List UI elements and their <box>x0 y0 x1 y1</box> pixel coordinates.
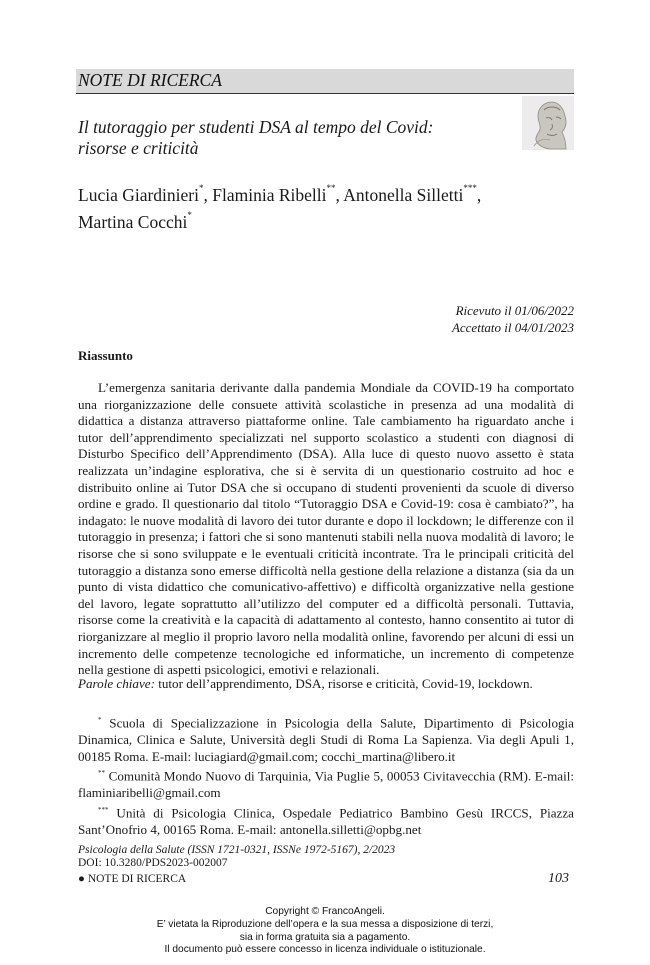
footnote-text: Unità di Psicologia Clinica, Ospedale Pediatrico Bambino Gesù IRCCS, Piazza Sant’Onofrio 4, 00165 Roma. E-mail: antonella.silletti@opbg.net <box>78 805 574 837</box>
submission-dates <box>452 302 574 336</box>
received-date: Ricevuto il 01/06/2022 <box>455 303 574 318</box>
author-name: Lucia Giardinieri <box>78 184 199 205</box>
footnote <box>78 765 574 802</box>
footer-section-label: ● NOTE DI RICERCA <box>78 873 187 885</box>
author-mark: ** <box>326 183 336 193</box>
section-title: NOTE DI RICERCA <box>78 70 222 90</box>
abstract-heading: Riassunto <box>78 348 133 363</box>
copyright-line: Il documento può essere concesso in licenza individuale o istituzionale. <box>164 944 486 956</box>
author-name: Martina Cocchi <box>78 211 188 232</box>
footnote-mark: ** <box>98 769 105 778</box>
copyright-line: E’ vietata la Riproduzione dell’opera e la sua messa a disposizione di terzi, <box>156 918 494 930</box>
footnote-mark: *** <box>98 805 109 814</box>
journal-citation: Psicologia della Salute (ISSN 1721-0321, ISSNe 1972-5167), 2/2023 <box>78 844 396 856</box>
article-title-line2: risorse e criticità <box>78 138 199 158</box>
keywords <box>78 676 574 692</box>
footnote <box>78 712 574 765</box>
copyright-notice <box>0 906 650 957</box>
article-title <box>78 117 498 159</box>
author-name: Flaminia Ribelli <box>212 184 327 205</box>
footnote-text: Scuola di Specializzazione in Psicologia della Salute, Dipartimento di Psicologia Dinamica, Clinica e Salute, Università degli Studi di Roma La Sapienza. Via degli Apuli 1, 00185 Roma. E-mail: luciagiard@gmail.com; cocchi_martina@libero.it <box>78 715 574 764</box>
author-list: Lucia Giardinieri*, Flaminia Ribelli**, Antonella Silletti***, Martina Cocchi* <box>78 183 482 232</box>
doi: DOI: 10.3280/PDS2023-002007 <box>78 857 228 869</box>
author-mark: * <box>199 183 204 193</box>
keywords-label: Parole chiave: <box>78 676 155 691</box>
article-title-line1: Il tutoraggio per studenti DSA al tempo del Covid: <box>78 117 434 137</box>
accepted-date: Accettato il 04/01/2023 <box>451 320 574 335</box>
abstract-text: L’emergenza sanitaria derivante dalla pandemia Mondiale da COVID-19 ha comportato una riorganizzazione delle consuete attività scolastiche in presenza ad una modalità di didattica a distanza attraverso piattaforme online. Tale cambiamento ha riguardato anche i tutor dell’apprendimento specializzati nel supporto scolastico a studenti con diagnosi di Disturbo Specifico dell’Apprendimento (DSA). Alla luce di questo nuovo assetto è stata realizzata un’indagine esplorativa, che si è servita di un questionario costruito ad hoc e distribuito online ai Tutor DSA che si occupano di studenti provenienti da scuole di diverso ordine e grado. Il questionario dal titolo “Tutoraggio DSA e Covid-19: cosa è cambiato?”, ha indagato: le nuove modalità di lavoro dei tutor durante e dopo il lockdown; le differenze con il tutoraggio in presenza; i fattori che si sono mantenuti stabili nella nuova modalità di lavoro; le risorse che si sono sviluppate e le eventuali criticità incontrate. Tra le principali criticità del tutoraggio a distanza sono emerse difficoltà nella gestione della relazione a distanza (sia da un punto di vista didattico che comunicativo-affettivo) e difficoltà organizzative nella gestione del lavoro, legate soprattutto all’utilizzo del computer ed a difficoltà personali. Tuttavia, risorse come la creatività e la capacità di adattamento al contesto, hanno consentito ai tutor di riorganizzare al meglio il proprio lavoro nella modalità online, favorendo per alcuni di essi un incremento delle competenze tecnologiche ed informatiche, un incremento di competenze nella gestione di aspetti psicologici, emotivi e relazionali. <box>78 380 574 678</box>
footnote <box>78 802 574 839</box>
page-number: 103 <box>548 871 569 886</box>
author-mark: * <box>187 209 192 220</box>
footnote-mark: * <box>98 716 102 724</box>
section-header-bar <box>76 69 574 94</box>
journal-portrait-logo <box>522 96 574 150</box>
author-mark: *** <box>463 183 477 193</box>
keywords-text: tutor dell’apprendimento, DSA, risorse e criticità, Covid-19, lockdown. <box>158 676 533 691</box>
affiliation-footnotes <box>78 712 574 838</box>
copyright-line: sia in forma gratuita sia a pagamento. <box>239 931 411 943</box>
copyright-line: Copyright © FrancoAngeli. <box>265 906 385 917</box>
footnote-text: Comunità Mondo Nuovo di Tarquinia, Via Puglie 5, 00053 Civitavecchia (RM). E-mail: flaminiaribelli@gmail.com <box>78 768 575 801</box>
author-name: Antonella Silletti <box>343 184 464 205</box>
